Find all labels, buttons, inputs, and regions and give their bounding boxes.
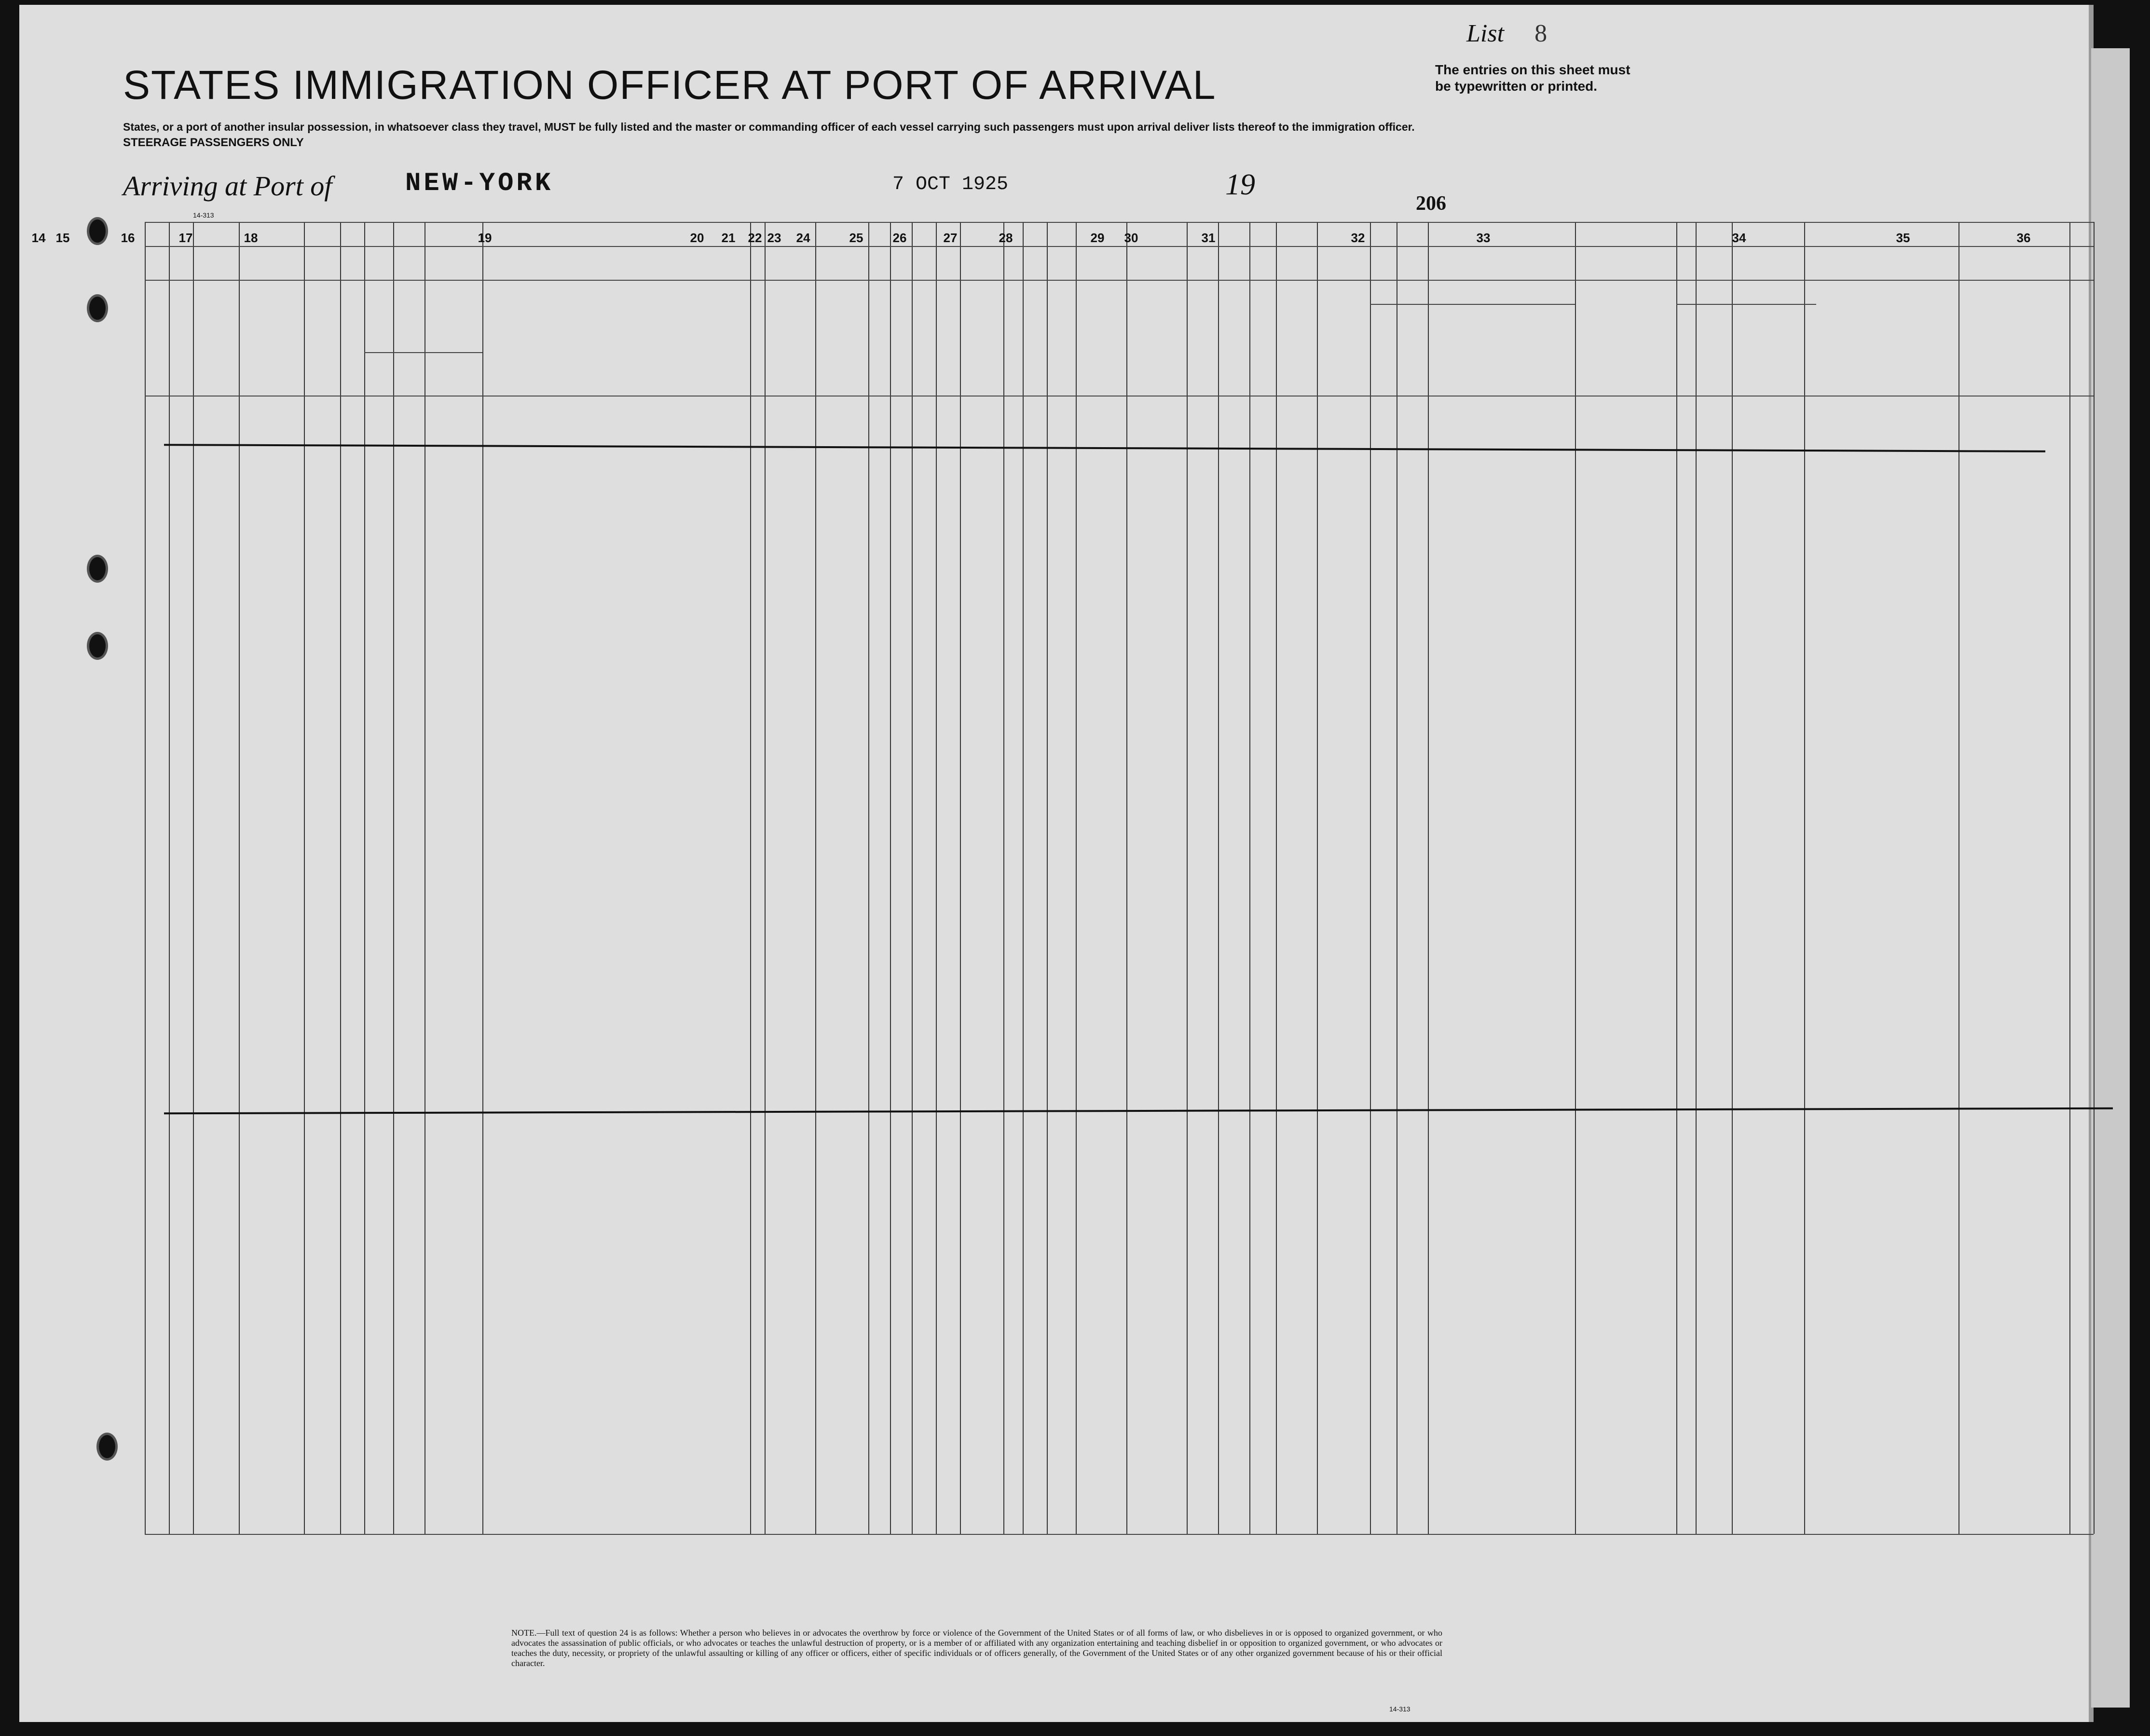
column-number: 35	[1896, 231, 1910, 245]
footnote: NOTE.—Full text of question 24 is as follows: Whether a person who believes in or advocates the overthrow by force or violence of the Government of the United States or of all forms of law, or who disbelieves in or is opposed to organized government, or who advocates the assassination of public officials, or who advocates or teaches the unlawful destruction of property, or is a member of or affiliated with any organization entertaining and teaching disbelief in or opposition to organized government, or who advocates or teaches the duty, necessity, or propriety of the unlawful assaulting or killing of any officer or officers, either of specific individuals or of officers generally, of the Government of the United States or of any other organized government because of his or their official character.	[511, 1628, 1442, 1668]
header-rule	[1676, 304, 1816, 305]
column-rule	[1047, 222, 1048, 1534]
column-rule	[364, 222, 365, 1534]
column-number: 28	[999, 231, 1013, 245]
column-rule	[1732, 222, 1733, 1534]
arriving-label: Arriving at Port of	[123, 170, 332, 202]
column-rule	[1804, 222, 1805, 1534]
column-rule	[1126, 222, 1127, 1534]
column-rule	[912, 222, 913, 1534]
column-rule	[936, 222, 937, 1534]
column-number: 23	[767, 231, 781, 245]
port-name: NEW-YORK	[405, 169, 554, 198]
column-rule	[340, 222, 341, 1534]
column-rule	[169, 222, 170, 1534]
column-number: 25	[849, 231, 863, 245]
binder-hole	[87, 555, 108, 583]
column-rule	[193, 222, 194, 1534]
column-rule	[2069, 222, 2070, 1534]
row-rule	[145, 246, 2094, 247]
column-number: 34	[1732, 231, 1746, 245]
column-number: 20	[690, 231, 704, 245]
column-rule	[960, 222, 961, 1534]
column-rule	[482, 222, 483, 1534]
subtitle: States, or a port of another insular possession, in whatsoever class they travel, MUST be fully listed and the master or commanding officer of each vessel carrying such passengers must upon arrival deliver lists thereof to the immigration officer.	[123, 121, 1415, 133]
column-rule	[815, 222, 816, 1534]
column-number: 36	[2016, 231, 2031, 245]
list-number: 206	[1416, 192, 1446, 215]
column-number: 17	[178, 231, 193, 245]
column-rule	[890, 222, 891, 1534]
form-code: 14-313	[193, 211, 214, 219]
list-label: List 8	[1466, 20, 1547, 47]
column-rule	[1575, 222, 1576, 1534]
column-rule	[1003, 222, 1004, 1534]
manifest-table	[31, 222, 2094, 1534]
cancel-line	[164, 444, 2045, 452]
column-rule	[239, 222, 240, 1534]
column-number: 29	[1090, 231, 1105, 245]
column-number: 19	[478, 231, 492, 245]
column-rule	[304, 222, 305, 1534]
column-rule	[1958, 222, 1959, 1534]
column-number: 14	[31, 231, 46, 245]
list-value: 8	[1534, 20, 1547, 47]
column-number: 16	[121, 231, 135, 245]
column-number: 27	[943, 231, 958, 245]
column-rule	[145, 222, 146, 1534]
column-rule	[1276, 222, 1277, 1534]
row-rule	[145, 222, 2094, 223]
column-number: 15	[55, 231, 70, 245]
column-rule	[1370, 222, 1371, 1534]
column-number: 24	[796, 231, 810, 245]
entries-note: The entries on this sheet must be typewritten or printed.	[1435, 62, 1630, 94]
column-number: 18	[244, 231, 258, 245]
date-stamp: 7 OCT 1925	[892, 174, 1009, 195]
column-rule	[1249, 222, 1250, 1534]
row-rule	[145, 1534, 2094, 1535]
steerage-label: STEERAGE PASSENGERS ONLY	[123, 136, 304, 149]
column-rule	[2094, 222, 2095, 1534]
column-rule	[1023, 222, 1024, 1534]
page-title: STATES IMMIGRATION OFFICER AT PORT OF ARRIVAL	[123, 62, 1217, 108]
column-rule	[750, 222, 751, 1534]
cancel-line	[164, 1107, 2113, 1115]
binder-hole	[87, 217, 108, 245]
column-rule	[1696, 222, 1697, 1534]
column-rule	[765, 222, 766, 1534]
column-rule	[1317, 222, 1318, 1534]
column-number: 22	[748, 231, 762, 245]
binder-hole	[87, 632, 108, 660]
header-rule	[364, 352, 482, 353]
column-rule	[1676, 222, 1677, 1534]
binder-hole	[96, 1433, 118, 1461]
column-rule	[1187, 222, 1188, 1534]
column-rule	[1218, 222, 1219, 1534]
column-rule	[1076, 222, 1077, 1534]
column-number: 32	[1351, 231, 1365, 245]
column-rule	[868, 222, 869, 1534]
column-rule	[393, 222, 394, 1534]
year-label: 19	[1225, 168, 1255, 201]
row-rule	[145, 280, 2094, 281]
page-flap	[2091, 48, 2130, 1708]
column-number: 31	[1201, 231, 1216, 245]
header-rule	[1370, 304, 1428, 305]
column-number: 21	[721, 231, 736, 245]
header-rule	[1428, 304, 1575, 305]
binder-hole	[87, 294, 108, 322]
column-rule	[1428, 222, 1429, 1534]
column-number: 30	[1124, 231, 1138, 245]
column-number: 33	[1476, 231, 1491, 245]
column-number: 26	[892, 231, 907, 245]
footer-form-code: 14-313	[1389, 1705, 1411, 1713]
